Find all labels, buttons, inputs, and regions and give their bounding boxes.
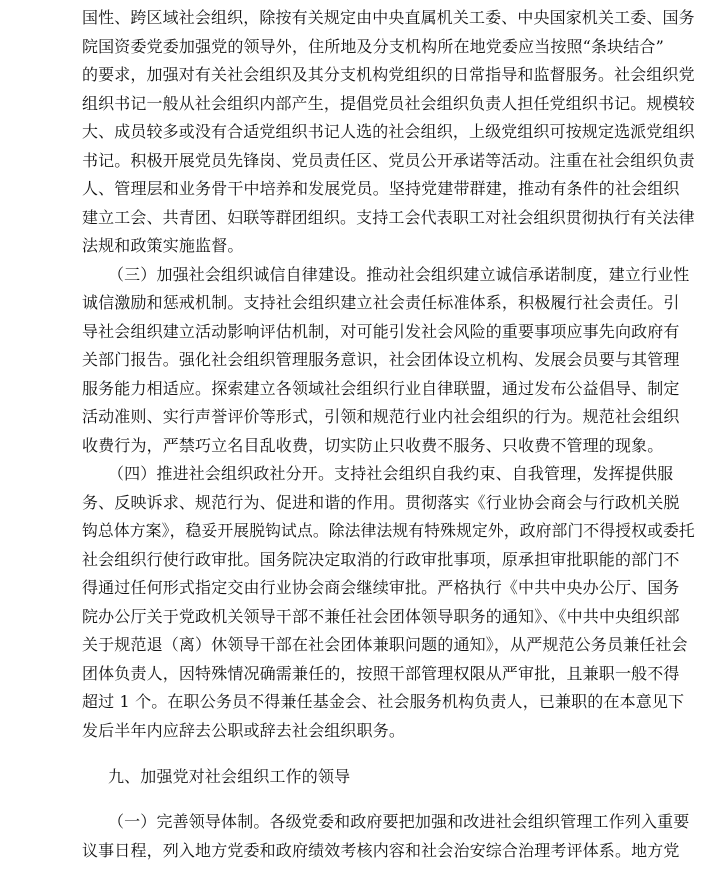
paragraph-line: 关于规范退（离）休领导干部在社会团体兼职问题的通知》，从严规范公务员兼任社会: [82, 635, 688, 654]
paragraph-line: 人、管理层和业务骨干中培养和发展党员。坚持党建带群建，推动有条件的社会组织: [82, 179, 680, 198]
paragraph-line: 书记。积极开展党员先锋岗、党员责任区、党员公开承诺等活动。注重在社会组织负责: [82, 151, 695, 170]
section-lead-line: （一）完善领导体制。各级党委和政府要把加强和改进社会组织管理工作列入重要: [108, 812, 690, 831]
paragraph-line: 发后半年内应辞去公职或辞去社会组织职务。: [82, 721, 406, 740]
paragraph-line: 院国资委党委加强党的领导外，住所地及分支机构所在地党委应当按照“条块结合”: [82, 37, 664, 56]
paragraph-line: 诚信激励和惩戒机制。支持社会组织建立社会责任标准体系，积极履行社会责任。引: [82, 293, 680, 312]
paragraph-line: 务、反映诉求、规范行为、促进和谐的作用。贯彻落实《行业协会商会与行政机关脱: [82, 493, 680, 512]
paragraph-line: 建立工会、共青团、妇联等群团组织。支持工会代表职工对社会组织贯彻执行有关法律: [82, 208, 695, 227]
paragraph-line: 得通过任何形式指定交由行业协会商会继续审批。严格执行《中共中央办公厅、国务: [82, 578, 680, 597]
paragraph-line: 的要求，加强对有关社会组织及其分支机构党组织的日常指导和监督服务。社会组织党: [82, 65, 695, 84]
paragraph-line: 组织书记一般从社会组织内部产生，提倡党员社会组织负责人担任党组织书记。规模较: [82, 94, 695, 113]
section-heading: 九、加强党对社会组织工作的领导: [108, 767, 351, 786]
paragraph-line: 团体负责人，因特殊情况确需兼任的，按照干部管理权限从严审批，且兼职一般不得: [82, 664, 680, 683]
paragraph-line: 收费行为，严禁巧立名目乱收费，切实防止只收费不服务、只收费不管理的现象。: [82, 436, 664, 455]
paragraph-line: 服务能力相适应。探索建立各领域社会组织行业自律联盟，通过发布公益倡导、制定: [82, 379, 680, 398]
section-lead-line: （四）推进社会组织政社分开。支持社会组织自我约束、自我管理，发挥提供服: [108, 464, 674, 483]
paragraph-line: 议事日程，列入地方党委和政府绩效考核内容和社会治安综合治理考评体系。地方党: [82, 841, 680, 860]
section-lead-line: （三）加强社会组织诚信自律建设。推动社会组织建立诚信承诺制度，建立行业性: [108, 265, 690, 284]
paragraph-line: 法规和政策实施监督。: [82, 236, 244, 255]
paragraph-line: 超过 1 个。在职公务员不得兼任基金会、社会服务机构负责人，已兼职的在本意见下: [82, 692, 685, 711]
paragraph-line: 关部门报告。强化社会组织管理服务意识，社会团体设立机构、发展会员要与其管理: [82, 350, 680, 369]
paragraph-line: 导社会组织建立活动影响评估机制，对可能引发社会风险的重要事项应事先向政府有: [82, 322, 680, 341]
paragraph-line: 国性、跨区域社会组织，除按有关规定由中央直属机关工委、中央国家机关工委、国务: [82, 8, 695, 27]
paragraph-line: 钩总体方案》，稳妥开展脱钩试点。除法律法规有特殊规定外，政府部门不得授权或委托: [82, 521, 695, 540]
paragraph-line: 社会组织行使行政审批。国务院决定取消的行政审批事项，原承担审批职能的部门不: [82, 550, 680, 569]
paragraph-line: 活动准则、实行声誉评价等形式，引领和规范行业内社会组织的行为。规范社会组织: [82, 407, 680, 426]
paragraph-line: 大、成员较多或没有合适党组织书记人选的社会组织，上级党组织可按规定选派党组织: [82, 122, 695, 141]
paragraph-line: 院办公厅关于党政机关领导干部不兼任社会团体领导职务的通知》、《中共中央组织部: [82, 607, 680, 626]
